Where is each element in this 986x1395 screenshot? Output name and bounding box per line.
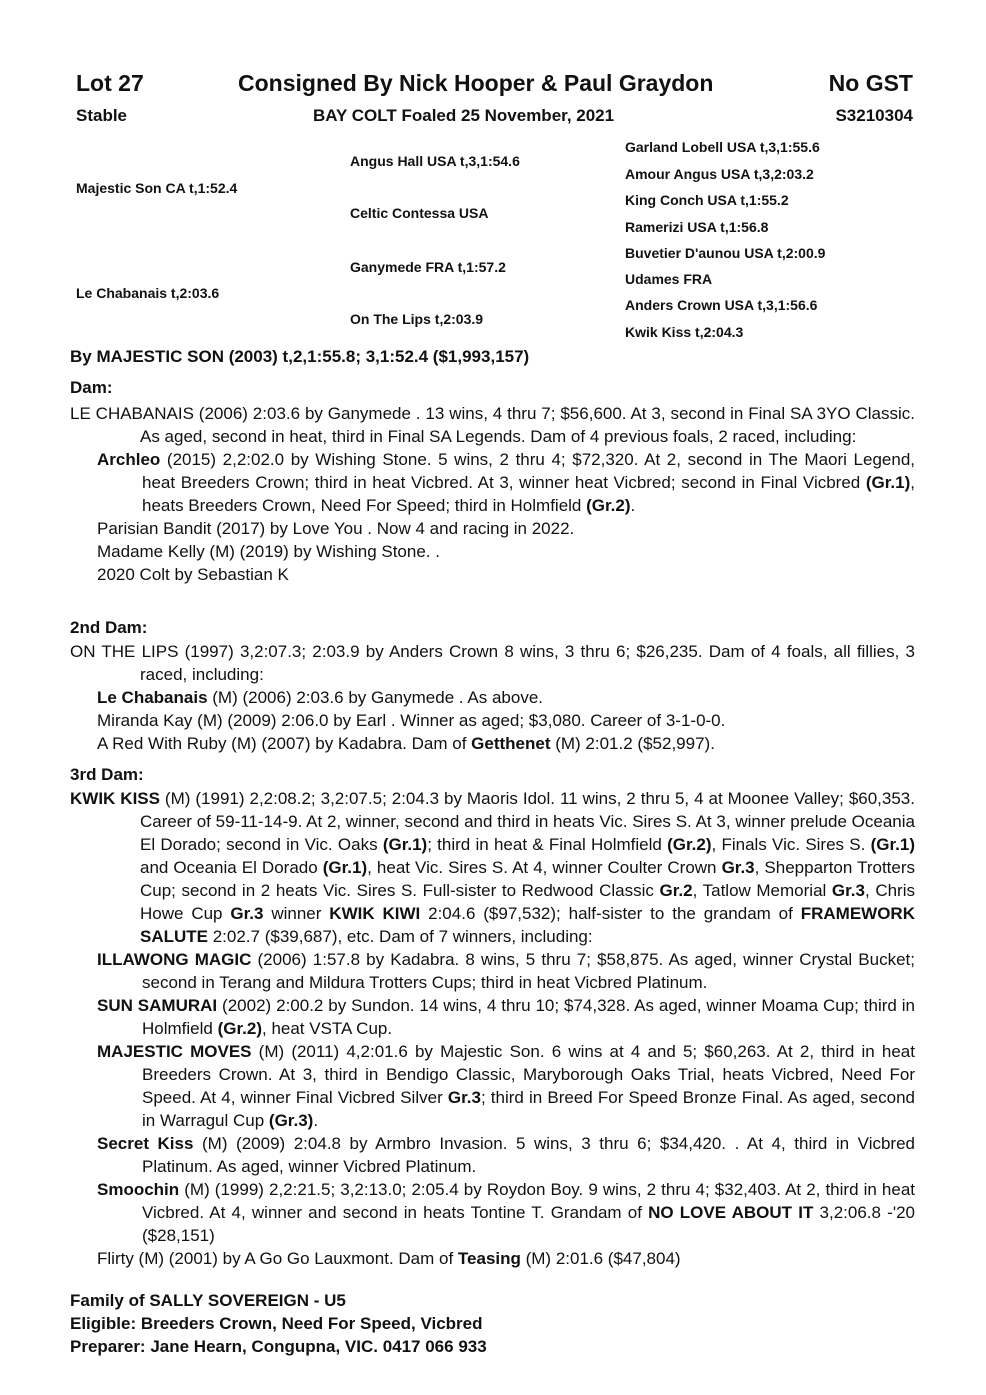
second-dam-heading: 2nd Dam: [70, 618, 148, 637]
consignor: Consigned By Nick Hooper & Paul Graydon [238, 70, 714, 96]
sire-line: By MAJESTIC SON (2003) t,2,1:55.8; 3,1:52.4 ($1,993,157) [70, 347, 530, 366]
third-dam-section [70, 787, 915, 1270]
stable-label: Stable [76, 106, 128, 125]
third-dam-heading: 3rd Dam: [70, 765, 144, 784]
foal-parisian-bandit: Parisian Bandit (2017) by Love You . Now 4 and racing in 2022. [97, 519, 575, 538]
pedigree-gen3-6: Udames FRA [625, 271, 713, 287]
third-dam-entry: KWIK KISS (M) (1991) 2,2:08.2; 3,2:07.5; 2:04.3 by Maoris Idol. 11 wins, 2 thru 5, 4 at Moonee Valley; $60,353. Career of 59-11-14-9. At 2, winner, second and third in heats Vic. Sires S. At 3, winner prelude Oceania El Dorado; second in Vic. Oaks (Gr.1); third in heat & Final Holmfield (Gr.2), Finals Vic. Sires S. (Gr.1) and Oceania El Dorado (Gr.1), heat Vic. Sires S. At 4, winner Coulter Crown Gr.3, Shepparton Trotters Cup; second in 2 heats Vic. Sires S. Full-sister to Redwood Classic Gr.2, Tatlow Memorial Gr.3, Chris Howe Cup Gr.3 winner KWIK KIWI 2:04.6 ($97,532); half-sister to the grandam of FRAMEWORK SALUTE 2:02.7 ($39,687), etc. Dam of 7 winners, including: [70, 789, 915, 946]
pedigree-sire: Majestic Son CA t,1:52.4 [76, 180, 238, 196]
pedigree-sire-dam: Celtic Contessa USA [350, 205, 489, 221]
lot-number: Lot 27 [76, 70, 144, 96]
pedigree-gen3-4: Ramerizi USA t,1:56.8 [625, 219, 769, 235]
gst-status: No GST [828, 70, 913, 96]
foal-a-red-with-ruby: A Red With Ruby (M) (2007) by Kadabra. Dam of Getthenet (M) 2:01.2 ($52,997). [97, 734, 715, 753]
pedigree-gen3-3: King Conch USA t,1:55.2 [625, 192, 789, 208]
foal-archleo: Archleo (2015) 2,2:02.0 by Wishing Stone. 5 wins, 2 thru 4; $72,320. At 2, second in The Maori Legend, heat Breeders Crown; third in heat Vicbred. At 3, winner heat Vicbred; second in Final Vicbred (Gr.1), heats Breeders Crown, Need For Speed; third in Holmfield (Gr.2). [97, 450, 915, 515]
second-dam-entry: ON THE LIPS (1997) 3,2:07.3; 2:03.9 by Anders Crown 8 wins, 3 thru 6; $26,235. Dam of 4 foals, all fillies, 3 raced, including: [70, 642, 915, 684]
foal-le-chabanais: Le Chabanais (M) (2006) 2:03.6 by Ganymede . As above. [97, 688, 543, 707]
lot-code: S3210304 [835, 106, 913, 125]
dam-entry: LE CHABANAIS (2006) 2:03.6 by Ganymede . 13 wins, 4 thru 7; $56,600. At 3, second in Final SA 3YO Classic. As aged, second in heat, third in Final SA Legends. Dam of 4 previous foals, 2 raced, including: [70, 404, 915, 446]
foal-2020-colt: 2020 Colt by Sebastian K [97, 565, 289, 584]
pedigree-gen3-1: Garland Lobell USA t,3,1:55.6 [625, 139, 820, 155]
dam-section [70, 402, 915, 586]
pedigree-gen3-8: Kwik Kiss t,2:04.3 [625, 324, 744, 340]
foal-sun-samurai: SUN SAMURAI (2002) 2:00.2 by Sundon. 14 wins, 4 thru 10; $74,328. As aged, winner Moama Cup; third in Holmfield (Gr.2), heat VSTA Cup. [97, 996, 915, 1038]
preparer-line: Preparer: Jane Hearn, Congupna, VIC. 0417 066 933 [70, 1337, 487, 1356]
family-line: Family of SALLY SOVEREIGN - U5 [70, 1291, 346, 1310]
foal-majestic-moves: MAJESTIC MOVES (M) (2011) 4,2:01.6 by Majestic Son. 6 wins at 4 and 5; $60,263. At 2, third in heat Breeders Crown. At 3, third in Bendigo Classic, Maryborough Oaks Trial, heats Vicbred, Need For Speed. At 4, winner Final Vicbred Silver Gr.3; third in Breed For Speed Bronze Final. As aged, second in Warragul Cup (Gr.3). [97, 1042, 915, 1130]
pedigree-gen3-7: Anders Crown USA t,3,1:56.6 [625, 297, 818, 313]
pedigree-dam-dam: On The Lips t,2:03.9 [350, 311, 484, 327]
pedigree-dam: Le Chabanais t,2:03.6 [76, 285, 220, 301]
second-dam-section [70, 640, 915, 755]
dam-heading: Dam: [70, 378, 113, 397]
foal-miranda-kay: Miranda Kay (M) (2009) 2:06.0 by Earl . Winner as aged; $3,080. Career of 3-1-0-0. [97, 711, 726, 730]
pedigree-dam-sire: Ganymede FRA t,1:57.2 [350, 259, 506, 275]
horse-description: BAY COLT Foaled 25 November, 2021 [313, 106, 615, 125]
pedigree-gen3-2: Amour Angus USA t,3,2:03.2 [625, 166, 814, 182]
foal-flirty: Flirty (M) (2001) by A Go Go Lauxmont. Dam of Teasing (M) 2:01.6 ($47,804) [97, 1249, 681, 1268]
foal-smoochin: Smoochin (M) (1999) 2,2:21.5; 3,2:13.0; 2:05.4 by Roydon Boy. 9 wins, 2 thru 4; $32,403. At 2, third in heat Vicbred. At 4, winner and second in heats Tontine T. Grandam of NO LOVE ABOUT IT 3,2:06.8 -'20 ($28,151) [97, 1180, 915, 1245]
foal-secret-kiss: Secret Kiss (M) (2009) 2:04.8 by Armbro Invasion. 5 wins, 3 thru 6; $34,420. . At 4, third in Vicbred Platinum. As aged, winner Vicbred Platinum. [97, 1134, 915, 1176]
pedigree-sire-sire: Angus Hall USA t,3,1:54.6 [350, 153, 520, 169]
foal-illawong-magic: ILLAWONG MAGIC (2006) 1:57.8 by Kadabra. 8 wins, 5 thru 7; $58,875. As aged, winner Crystal Bucket; second in Terang and Mildura Trotters Cups; third in heat Vicbred Platinum. [97, 950, 915, 992]
pedigree-gen3-5: Buvetier D'aunou USA t,2:00.9 [625, 245, 826, 261]
foal-madame-kelly: Madame Kelly (M) (2019) by Wishing Stone. . [97, 542, 440, 561]
eligible-line: Eligible: Breeders Crown, Need For Speed, Vicbred [70, 1314, 483, 1333]
